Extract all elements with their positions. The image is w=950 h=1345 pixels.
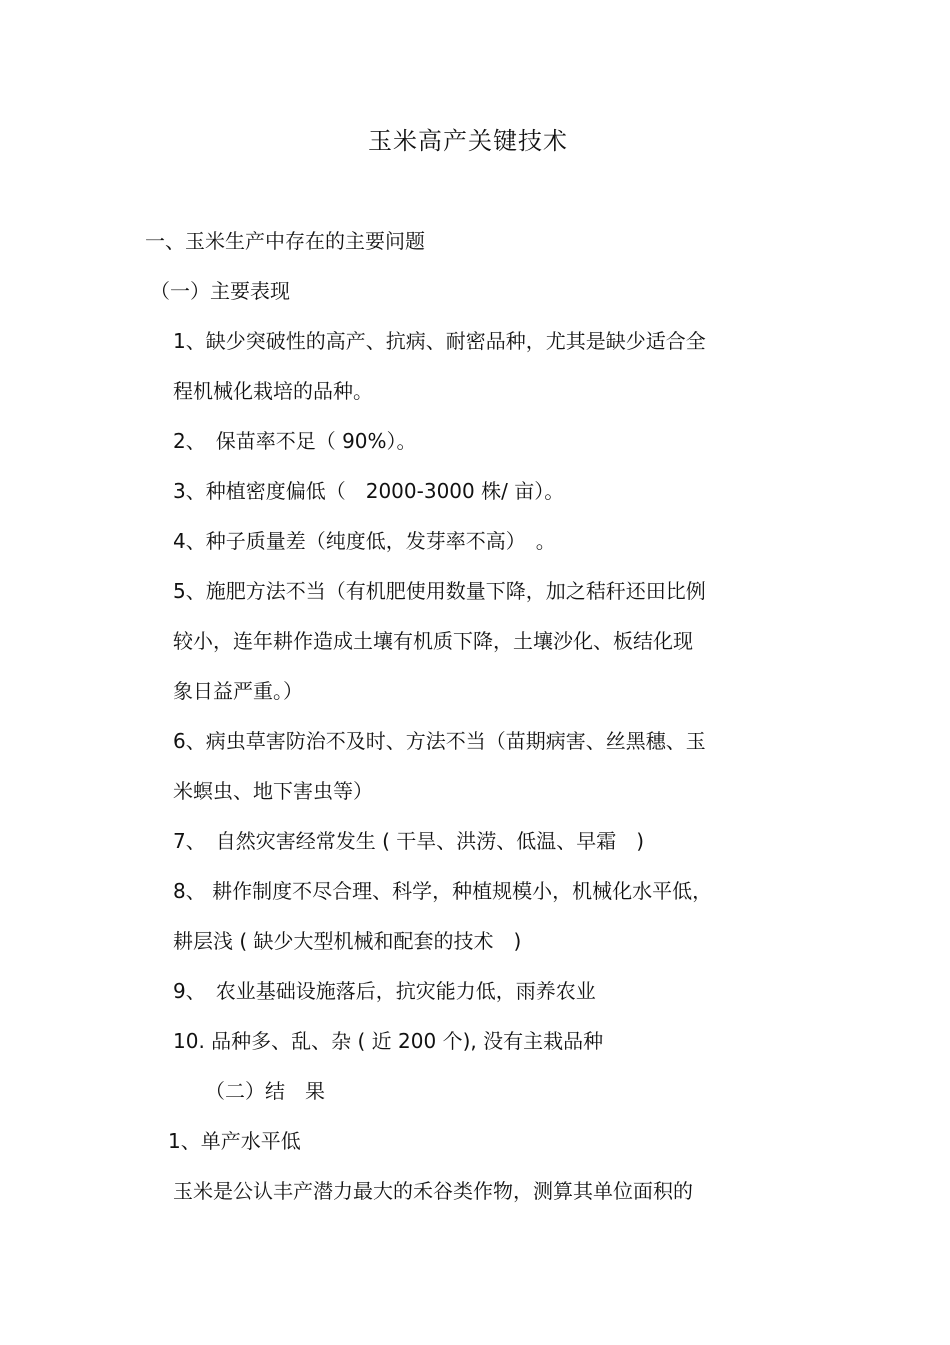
list-item-line: 4、种子质量差（纯度低，发芽率不高） 。 [173,529,556,553]
list-item-line: 米螟虫、地下害虫等） [173,779,373,803]
list-item-line: 9、 农业基础设施落后，抗灾能力低，雨养农业 [173,979,596,1003]
subsection-heading: （一）主要表现 [150,279,290,303]
list-item-line: 象日益严重。） [173,679,303,703]
list-item-line: 10. 品种多、乱、杂 ( 近 200 个), 没有主栽品种 [173,1029,604,1053]
body-paragraph: 玉米是公认丰产潜力最大的禾谷类作物，测算其单位面积的 [173,1179,693,1203]
list-item-line: 5、施肥方法不当（有机肥使用数量下降，加之秸秆还田比例 [173,579,706,603]
list-item-line: 8、 耕作制度不尽合理、科学，种植规模小，机械化水平低， [173,879,713,903]
subsection-heading: （二）结 果 [205,1079,325,1103]
document-title: 玉米高产关键技术 [368,127,568,155]
list-item-line: 3、种植密度偏低（ 2000-3000 株/ 亩）。 [173,479,565,503]
list-item-line: 程机械化栽培的品种。 [173,379,373,403]
list-item-line: 较小，连年耕作造成土壤有机质下降，土壤沙化、板结化现 [173,629,693,653]
list-item-line: 2、 保苗率不足（ 90%）。 [173,429,417,453]
result-item: 1、单产水平低 [168,1129,301,1153]
list-item-line: 7、 自然灾害经常发生 ( 干旱、洪涝、低温、早霜 ) [173,829,645,853]
list-item-line: 6、病虫草害防治不及时、方法不当（苗期病害、丝黑穗、玉 [173,729,706,753]
list-item-line: 1、缺少突破性的高产、抗病、耐密品种，尤其是缺少适合全 [173,329,706,353]
section-heading: 一、玉米生产中存在的主要问题 [145,229,425,253]
list-item-line: 耕层浅 ( 缺少大型机械和配套的技术 ) [173,929,522,953]
